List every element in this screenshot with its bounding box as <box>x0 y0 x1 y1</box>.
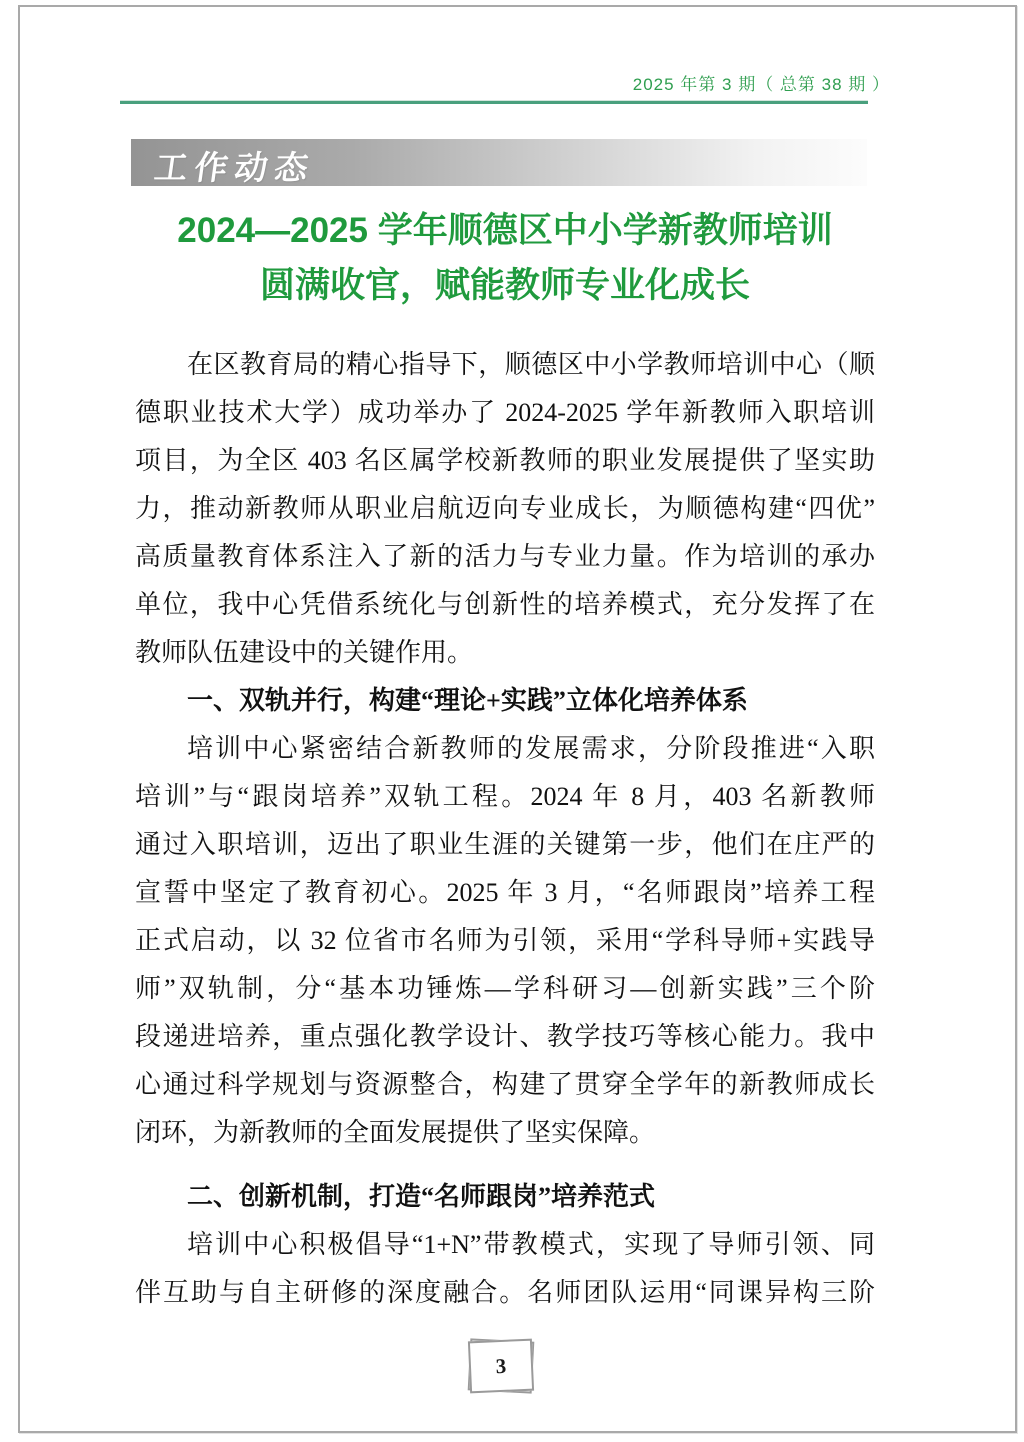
paragraph-line: 闭环，为新教师的全面发展提供了坚实保障。 <box>135 1118 656 1147</box>
paragraph-line: 培训”与“跟岗培养”双轨工程。2024 年 8 月，403 名新教师 <box>135 782 875 811</box>
paragraph-line: 力，推动新教师从职业启航迈向专业成长，为顺德构建“四优” <box>135 494 875 523</box>
section-heading-1: 一、双轨并行，构建“理论+实践”立体化培养体系 <box>187 686 748 715</box>
section-heading-2: 二、创新机制，打造“名师跟岗”培养范式 <box>187 1182 656 1211</box>
paragraph-line: 伴互助与自主研修的深度融合。名师团队运用“同课异构三阶 <box>135 1278 875 1307</box>
paragraph-line: 心通过科学规划与资源整合，构建了贯穿全学年的新教师成长 <box>135 1070 875 1099</box>
paragraph-line: 德职业技术大学）成功举办了 2024-2025 学年新教师入职培训 <box>135 398 875 427</box>
section-banner-label: 工作动态 <box>152 149 318 186</box>
paragraph-line: 项目，为全区 403 名区属学校新教师的职业发展提供了坚实助 <box>135 446 875 475</box>
paragraph-line: 单位，我中心凭借系统化与创新性的培养模式，充分发挥了在 <box>135 590 875 619</box>
page-number: 3 <box>495 1353 507 1378</box>
page-number-frame-front <box>468 1339 534 1394</box>
paragraph-line: 师”双轨制，分“基本功锤炼—学科研习—创新实践”三个阶 <box>135 974 875 1003</box>
article-body <box>135 341 875 1317</box>
paragraph-line: 正式启动，以 32 位省市名师为引领，采用“学科导师+实践导 <box>135 926 875 955</box>
article-title-line1: 2024—2025 学年顺德区中小学新教师培训 <box>177 211 833 250</box>
issue-label: 2025 年第 3 期（ 总第 38 期 ） <box>632 75 890 94</box>
paragraph-line: 教师队伍建设中的关键作用。 <box>135 638 474 667</box>
page-number-box <box>465 1336 537 1396</box>
header-divider <box>120 100 868 104</box>
paragraph-line: 高质量教育体系注入了新的活力与专业力量。作为培训的承办 <box>135 542 875 571</box>
paragraph-line: 培训中心紧密结合新教师的发展需求，分阶段推进“入职 <box>187 734 875 763</box>
paragraph-line: 通过入职培训，迈出了职业生涯的关键第一步，他们在庄严的 <box>135 830 875 859</box>
article-title-line2: 圆满收官，赋能教师专业化成长 <box>259 266 750 305</box>
paragraph-line: 段递进培养，重点强化教学设计、教学技巧等核心能力。我中 <box>135 1022 875 1051</box>
paragraph-line: 宣誓中坚定了教育初心。2025 年 3 月，“名师跟岗”培养工程 <box>135 878 875 907</box>
paragraph-line: 培训中心积极倡导“1+N”带教模式，实现了导师引领、同 <box>187 1230 875 1259</box>
article-title <box>135 203 875 313</box>
paragraph-line: 在区教育局的精心指导下，顺德区中小学教师培训中心（顺 <box>187 350 875 379</box>
section-banner <box>131 139 867 186</box>
